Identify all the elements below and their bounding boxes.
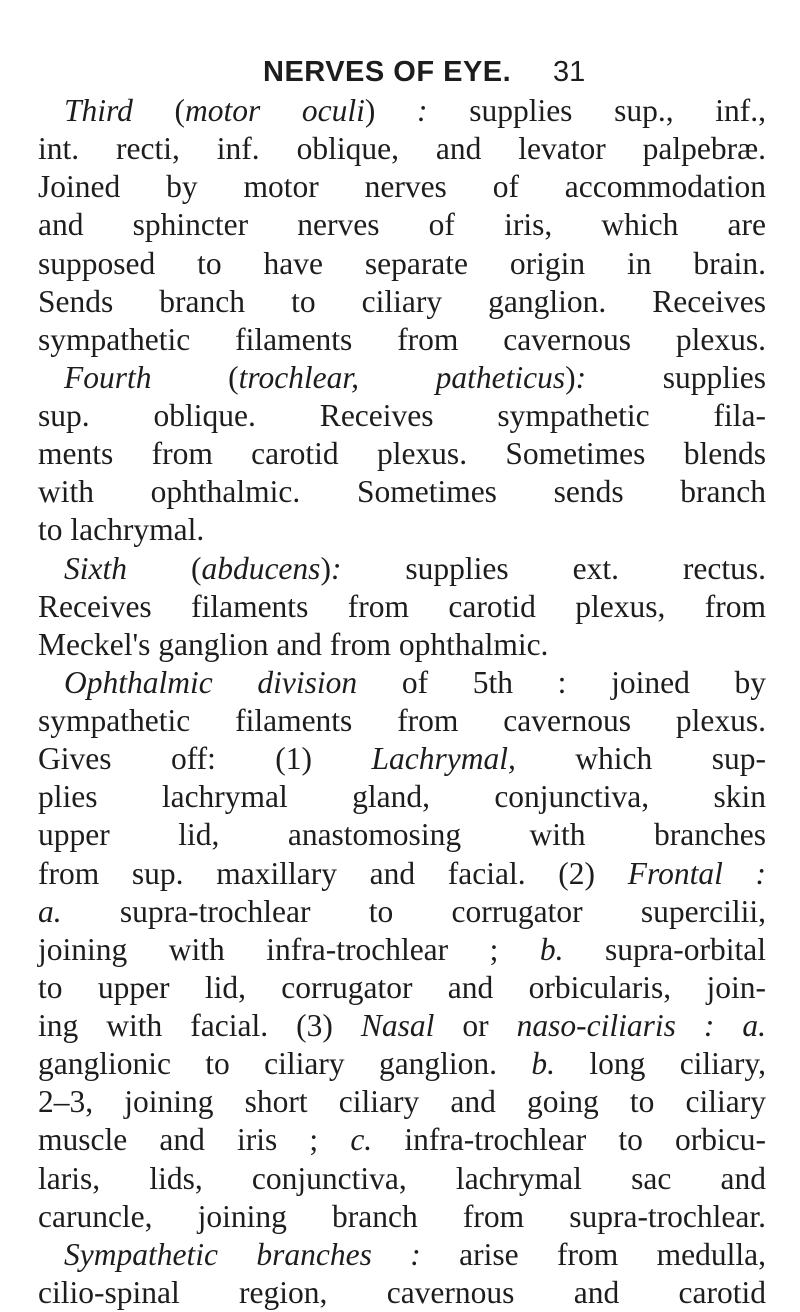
text-segment: : xyxy=(330,550,342,586)
text-segment: ( xyxy=(127,550,202,586)
text-line xyxy=(38,855,766,893)
text-segment: muscle and iris ; xyxy=(38,1122,351,1158)
nerve-heading-fourth: Fourth xyxy=(64,359,152,395)
text-segment: supplies sup., inf., xyxy=(427,93,766,128)
running-head xyxy=(0,56,800,96)
text-line: Meckel's ganglion and from ophthalmic. xyxy=(38,626,549,662)
text-segment: ) xyxy=(364,93,376,128)
text-segment: supra-trochlear to corrugator supercilii, xyxy=(61,893,766,929)
text-segment: Gives off: (1) xyxy=(38,741,372,777)
text-segment: joining with infra-trochlear ; xyxy=(38,931,540,967)
text-line xyxy=(38,359,766,397)
text-line: 2–3, joining short ciliary and going to ciliary xyxy=(38,1084,766,1120)
nerve-heading-third: Third xyxy=(64,93,133,128)
text-segment: or xyxy=(434,1008,517,1043)
text-segment: which sup- xyxy=(515,741,766,777)
text-line: plies lachrymal gland, conjunctiva, skin xyxy=(38,779,766,815)
nerve-heading-ophthalmic: Ophthalmic division xyxy=(64,664,358,700)
branch-term-frontal: Frontal : xyxy=(627,855,766,891)
list-label: c. xyxy=(350,1122,373,1158)
text-line: to lachrymal. xyxy=(38,512,205,548)
body-text xyxy=(38,92,766,1312)
text-segment: arise from medulla, xyxy=(420,1236,766,1272)
latin-name: abducens xyxy=(201,550,321,586)
text-line xyxy=(38,664,766,702)
latin-name: trochlear, patheticus xyxy=(238,359,566,395)
text-line xyxy=(38,92,766,130)
text-line: supposed to have separate origin in brain. xyxy=(38,245,766,281)
nerve-heading-sympathetic: Sympathetic branches : xyxy=(64,1236,421,1272)
text-line: sympathetic filaments from cavernous plexus. xyxy=(38,321,766,357)
text-line: ments from carotid plexus. Sometimes blends xyxy=(38,436,766,472)
text-line: Receives filaments from carotid plexus, from xyxy=(38,588,766,624)
text-segment: of 5th : joined by xyxy=(357,664,766,700)
text-segment: supplies ext. rectus. xyxy=(341,550,766,586)
text-line xyxy=(38,893,766,931)
list-label: a. xyxy=(38,893,62,929)
text-segment: ganglionic to ciliary ganglion. xyxy=(38,1046,532,1082)
text-segment: supplies xyxy=(586,359,766,395)
page-number: 31 xyxy=(553,56,586,88)
text-line: laris, lids, conjunctiva, lachrymal sac and xyxy=(38,1160,766,1196)
page-title: NERVES OF EYE. xyxy=(263,56,512,88)
list-label: a. xyxy=(742,1008,767,1043)
text-line xyxy=(38,740,766,778)
text-line: caruncle, joining branch from supra-trochlear. xyxy=(38,1198,766,1234)
text-segment: ing with facial. (3) xyxy=(38,1008,361,1043)
text-line xyxy=(38,1007,766,1045)
text-segment: : xyxy=(375,93,428,128)
nerve-heading-sixth: Sixth xyxy=(64,550,127,586)
text-line: int. recti, inf. oblique, and levator palpebræ. xyxy=(38,131,766,167)
text-line: upper lid, anastomosing with branches xyxy=(38,817,766,853)
text-line: and sphincter nerves of iris, which are xyxy=(38,207,766,243)
branch-term-lachrymal: Lachrymal, xyxy=(371,741,516,777)
text-line xyxy=(38,1121,766,1159)
branch-term-naso-ciliaris: naso-ciliaris : xyxy=(516,1008,715,1043)
text-line xyxy=(38,1045,766,1083)
text-segment: from sup. maxillary and facial. (2) xyxy=(38,855,628,891)
text-line: to upper lid, corrugator and orbicularis, join- xyxy=(38,969,766,1005)
latin-name: motor oculi xyxy=(185,93,365,128)
text-line xyxy=(38,1236,766,1274)
text-line: with ophthalmic. Sometimes sends branch xyxy=(38,474,766,510)
list-label: b. xyxy=(531,1046,556,1082)
text-line: Joined by motor nerves of accommodation xyxy=(38,169,766,205)
text-segment: long ciliary, xyxy=(555,1046,766,1082)
text-segment: ( xyxy=(151,359,239,395)
text-line: Sends branch to ciliary ganglion. Receives xyxy=(38,283,766,319)
text-segment: infra-trochlear to orbicu- xyxy=(372,1122,766,1158)
text-line xyxy=(38,550,766,588)
text-line: sympathetic filaments from cavernous plexus. xyxy=(38,703,766,738)
text-segment: ) xyxy=(320,550,331,586)
text-line: sup. oblique. Receives sympathetic fila- xyxy=(38,398,766,433)
text-segment: ( xyxy=(132,93,186,128)
branch-term-nasal: Nasal xyxy=(360,1008,435,1043)
text-line xyxy=(38,931,766,969)
text-segment: : xyxy=(575,359,587,395)
text-segment xyxy=(714,1008,742,1043)
text-line: cilio-spinal region, cavernous and carotid xyxy=(38,1274,766,1310)
text-segment: ) xyxy=(565,359,576,395)
text-segment: supra-orbital xyxy=(563,931,766,967)
list-label: b. xyxy=(539,931,564,967)
